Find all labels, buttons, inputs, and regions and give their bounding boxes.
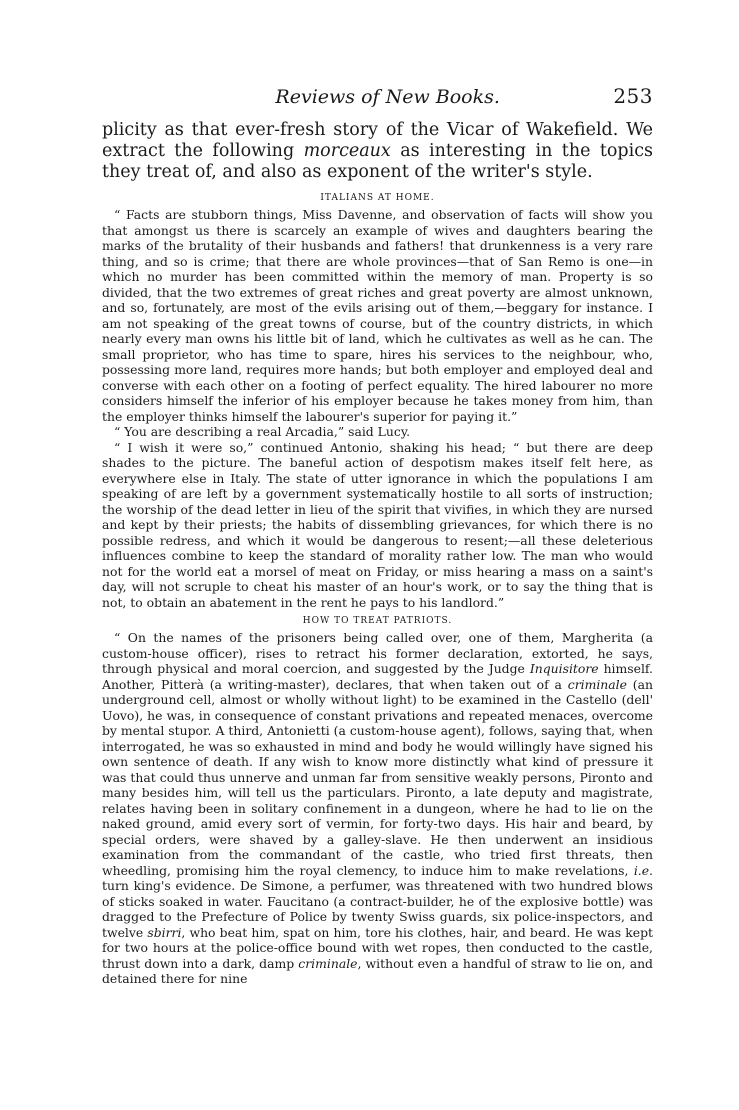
page-header [102, 84, 653, 120]
intro-paragraph: plicity as that ever-fresh story of the Vicar of Wakefield. We extract the following morceaux as interesting in the topics they treat of, and also as exponent of the writer's style. [102, 120, 654, 182]
paragraph-arcadia: “ You are describing a real Arcadia,” said Lucy. [114, 424, 411, 439]
section-heading-italians: ITALIANS AT HOME. [320, 193, 435, 203]
running-title: Reviews of New Books. [275, 86, 500, 108]
paragraph-facts: “ Facts are stubborn things, Miss Davenne, and observation of facts will show you that amongst us there is scarcely an example of wives and daughters bearing the marks of the brutality of their husbands and fathers! that drunkenness is a very rare thing, and so is crime; that there are whole provinces—that of San Remo is one—in which no murder has been committed within the memory of man. Property is so divided, that the two extremes of great riches and great poverty are almost unknown, and so, fortunately, are most of the evils arising out of them,—beggary for instance. I am not speaking of the great towns of course, but of the country districts, in which nearly every man owns his little bit of land, which he cultivates as well as he can. The small proprietor, who has time to spare, hires his services to the neighbour, who, possessing more land, requires more hands; but both employer and employed deal and converse with each other on a footing of perfect equality. The hired labourer no more considers himself the inferior of his employer because he takes money from him, than the employer thinks himself the labourer's superior for paying it.” [102, 207, 653, 424]
intro-italic: morceaux [303, 141, 391, 161]
paragraph-prisoners: “ On the names of the prisoners being called over, one of them, Margherita (a custom-house officer), rises to retract his former declaration, extorted, he says, through physical and moral coercion, and suggested by the Judge Inquisitore himself. Another, Pitterà (a writing-master), declares, that when taken out of a criminale (an underground cell, almost or wholly without light) to be examined in the Castello (dell' Uovo), he was, in consequence of constant privations and repeated menaces, overcome by mental stupor. A third, Antonietti (a custom-house agent), follows, saying that, when interrogated, he was so exhausted in mind and body he would willingly have signed his own sentence of death. If any wish to know more distinctly what kind of pressure it was that could thus unnerve and unman far from sensitive weakly persons, Pironto and many besides him, will tell us the particulars. Pironto, a late deputy and magistrate, relates having been in solitary confinement in a dungeon, where he had to lie on the naked ground, amid every sort of vermin, for forty-two days. His hair and beard, by special orders, were shaved by a galley-slave. He then underwent an insidious examination from the commandant of the castle, who tried first threats, then wheedling, promising him the royal clemency, to induce him to make revelations, i.e. turn king's evidence. De Simone, a perfumer, was threatened with two hundred blows of sticks soaked in water. Faucitano (a contract-builder, he of the explosive bottle) was dragged to the Prefecture of Police by twenty Swiss guards, six police-inspectors, and twelve sbirri, who beat him, spat on him, tore his clothes, hair, and beard. He was kept for two hours at the police-office bound with wet ropes, then conducted to the castle, thrust down into a dark, damp criminale, without even a handful of straw to lie on, and detained there for nine [102, 630, 653, 986]
page-number: 253 [613, 84, 653, 108]
paragraph-antonio: “ I wish it were so,” continued Antonio, shaking his head; “ but there are deep shades to the picture. The baneful action of despotism makes itself felt here, as everywhere else in Italy. The state of utter ignorance in which the populations I am speaking of are left by a government systematically hostile to all sorts of instruction; the worship of the dead letter in lieu of the spirit that vivifies, in which they are nursed and kept by their priests; the habits of dissembling grievances, for which there is no possible redress, and which it would be dangerous to resent;—all these deleterious influences combine to keep the standard of morality rather low. The man who would not for the world eat a morsel of meat on Friday, or miss hearing a mass on a saint's day, will not scruple to cheat his master of an hour's work, or to say the thing that is not, to obtain an abatement in the rent he pays to his landlord.” [102, 439, 653, 610]
section-heading-patriots: HOW TO TREAT PATRIOTS. [302, 616, 453, 626]
